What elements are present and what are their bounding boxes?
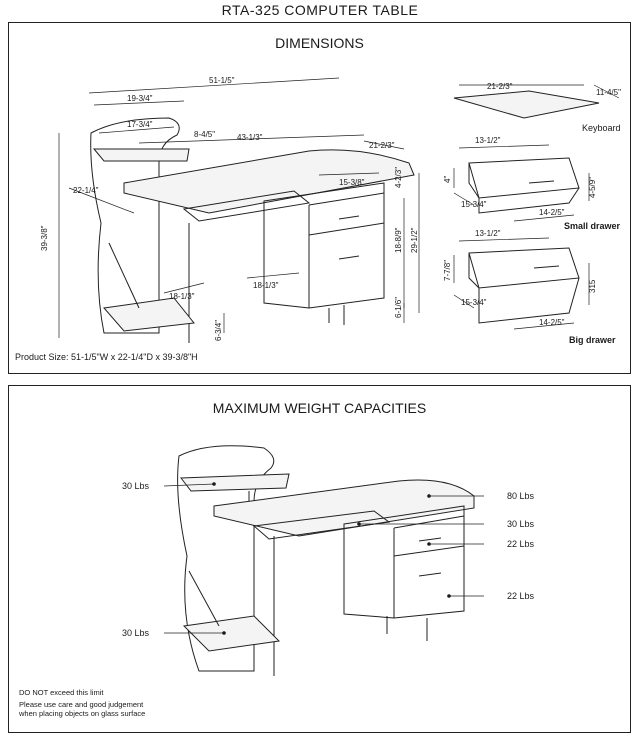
kb-depth: 11-4/5" <box>596 88 621 97</box>
bd-front-width: 14-2/5" <box>539 318 565 327</box>
load-desktop: 80 Lbs <box>507 491 535 501</box>
big-drawer-handle <box>419 573 441 576</box>
dim-top-width: 43-1/3" <box>237 133 263 142</box>
big-drawer-illustration <box>469 248 579 323</box>
cabinet <box>264 183 384 308</box>
warning-body-1: Please use care and good judgement <box>19 700 144 709</box>
big-drawer-handle <box>339 256 359 259</box>
dim-drawer-depth: 15-3/8" <box>339 178 365 187</box>
dim-hutch-shelf: 17-3/4" <box>127 120 153 129</box>
dim-bottom-shelf-h: 6-3/4" <box>214 319 223 341</box>
dim-top-depth: 21-2/3" <box>369 141 395 150</box>
dim-shelf-depth: 8-4/5" <box>194 130 216 139</box>
dimensions-drawing <box>9 23 630 373</box>
dim-desk-h: 29-1/2" <box>410 227 419 253</box>
dimensions-panel <box>8 22 631 374</box>
load-hutch-shelf: 30 Lbs <box>122 481 150 491</box>
warning-title: DO NOT exceed this limit <box>19 688 104 697</box>
bd-depth: 15-3/4" <box>461 298 487 307</box>
dim-drawer-h: 4-2/3" <box>394 166 403 188</box>
dim-overall-depth: 22-1/4" <box>73 186 99 195</box>
hutch-shelf <box>181 474 289 491</box>
dim-hutch-width: 19-3/4" <box>127 94 153 103</box>
document-title: RTA-325 COMPUTER TABLE <box>221 2 419 18</box>
bottom-shelf <box>104 298 194 331</box>
hutch-shelf <box>94 149 189 161</box>
kb-label: Keyboard <box>582 123 621 133</box>
warning-body-2: when placing objects on glass surface <box>19 709 146 718</box>
keyboard-illustration <box>454 91 599 118</box>
sd-width: 13-1/2" <box>475 136 501 145</box>
sd-front-width: 14-2/5" <box>539 208 565 217</box>
cabinet-lines <box>309 193 384 308</box>
kb-width: 21-2/3" <box>487 82 513 91</box>
bd-height-left: 7-7/8" <box>443 259 452 281</box>
dim-leg-h: 6-1/6" <box>394 296 403 318</box>
weight-heading: MAXIMUM WEIGHT CAPACITIES <box>212 400 427 416</box>
bottom-shelf <box>184 616 279 651</box>
load-keyboard: 30 Lbs <box>507 519 535 529</box>
product-size: Product Size: 51-1/5"W x 22-1/4"D x 39-3/8"H <box>15 352 198 362</box>
dim-knee-width: 18-1/3" <box>253 281 279 290</box>
dimensions-heading: DIMENSIONS <box>275 35 364 51</box>
dim-overall-height: 39-3/8" <box>40 225 49 251</box>
sd-front-height: 4-5/9" <box>588 176 597 198</box>
bd-front-height: 315 <box>588 279 597 293</box>
load-bottom-shelf: 30 Lbs <box>122 628 150 638</box>
load-small-drawer: 22 Lbs <box>507 539 535 549</box>
small-drawer-handle <box>339 216 359 219</box>
load-big-drawer: 22 Lbs <box>507 591 535 601</box>
small-drawer-handle <box>419 538 441 541</box>
weight-panel <box>8 385 631 733</box>
sd-label: Small drawer <box>564 221 621 231</box>
dim-bottom-shelf: 18-1/3" <box>169 292 195 301</box>
sd-depth: 15-3/4" <box>461 200 487 209</box>
support-rod <box>109 243 139 308</box>
sd-height-left: 4" <box>443 175 452 183</box>
weight-drawing <box>9 386 630 732</box>
dim-overall-width: 51-1/5" <box>209 76 235 85</box>
bd-width: 13-1/2" <box>475 229 501 238</box>
bd-label: Big drawer <box>569 335 616 345</box>
dim-cabinet-h: 18-8/9" <box>394 227 403 253</box>
